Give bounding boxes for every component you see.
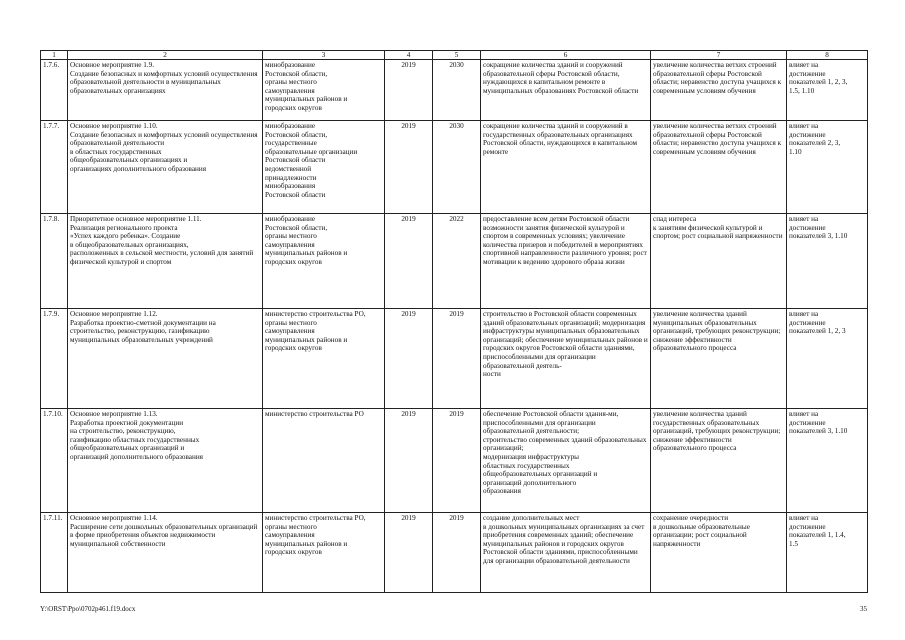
start-year-cell: 2019	[385, 409, 433, 513]
table-row	[41, 513, 868, 593]
result-cell: строительство в Ростовской области современных зданий образовательных организаций; модернизация инфраструктуры муниципальных образовательных организаций; обеспечение муниципальных районов и городских округов Ростовской области зданиями, приспособленными для организации образовательной деятель- ности	[481, 309, 651, 409]
measure-cell: Приоритетное основное мероприятие 1.11. Реализация регионального проекта «Успех каждого ребенка». Создание в общеобразовательных организациях, расположенных в сельской местности, условий для занятий физической культурой и спортом	[68, 214, 263, 309]
end-year-cell: 2030	[433, 60, 481, 121]
consequences-cell: увеличение количества ветхих строений образовательной сферы Ростовской области; неравенство доступа учащихся к современным условиям обучения	[651, 121, 787, 214]
start-year-cell: 2019	[385, 121, 433, 214]
indicators-cell: влияет на достижение показателей 1, 2, 3	[787, 309, 868, 409]
row-number: 1.7.11.	[41, 513, 68, 593]
row-number: 1.7.9.	[41, 309, 68, 409]
table-row	[41, 309, 868, 409]
consequences-cell: спад интереса к занятиям физической культурой и спортом; рост социальной напряженности	[651, 214, 787, 309]
start-year-cell: 2019	[385, 513, 433, 593]
indicators-cell: влияет на достижение показателей 2, 3, 1.10	[787, 121, 868, 214]
col-header-6: 6	[481, 51, 651, 60]
col-header-4: 4	[385, 51, 433, 60]
executor-cell: министерство строительства РО, органы местного самоуправления муниципальных районов и городских округов	[263, 309, 385, 409]
col-header-3: 3	[263, 51, 385, 60]
table-row	[41, 409, 868, 513]
result-cell: обеспечение Ростовской области здания-ми, приспособленными для организации образовательной деятельности; строительство современных зданий образовательных организаций; модернизация инфраструктуры областных государственных общеобразовательных организаций и организаций дополнительного образования	[481, 409, 651, 513]
indicators-cell: влияет на достижение показателей 1, 1.4, 1.5	[787, 513, 868, 593]
result-cell: сокращение количества зданий и сооружений образовательной сферы Ростовской области, нуждающихся в капитальном ремонте в муниципальных образованиях Ростовской области	[481, 60, 651, 121]
result-cell: создание дополнительных мест в дошкольных муниципальных организациях за счет приобретения современных зданий; обеспечение муниципальных районов и городских округов Ростовской области зданиями, приспособленными для организации образовательной деятельности	[481, 513, 651, 593]
start-year-cell: 2019	[385, 309, 433, 409]
page-number: 35	[860, 605, 867, 613]
start-year-cell: 2019	[385, 60, 433, 121]
table-row	[41, 121, 868, 214]
end-year-cell: 2019	[433, 309, 481, 409]
measure-cell: Основное мероприятие 1.13. Разработка проектной документации на строительство, реконструкцию, газификацию областных государственных общеобразовательных организаций и организаций дополнительного образования	[68, 409, 263, 513]
row-number: 1.7.8.	[41, 214, 68, 309]
measure-cell: Основное мероприятие 1.14. Расширение сети дошкольных образовательных организаций в форме приобретения объектов недвижимости муниципальной собственности	[68, 513, 263, 593]
measure-cell: Основное мероприятие 1.10. Создание безопасных и комфортных условий осуществления образовательной деятельности в областных государственных общеобразовательных организациях и организациях дополнительного образования	[68, 121, 263, 214]
indicators-cell: влияет на достижение показателей 3, 1.10	[787, 409, 868, 513]
header-row	[41, 51, 868, 60]
consequences-cell: увеличение количества зданий государственных образовательных организаций, требующих реконструкции; снижение эффективности образовательного процесса	[651, 409, 787, 513]
start-year-cell: 2019	[385, 214, 433, 309]
executor-cell: министерство строительства РО, органы местного самоуправления муниципальных районов и городских округов	[263, 513, 385, 593]
end-year-cell: 2019	[433, 513, 481, 593]
end-year-cell: 2030	[433, 121, 481, 214]
executor-cell: министерство строительства РО	[263, 409, 385, 513]
consequences-cell: увеличение количества зданий муниципальных образовательных организаций, требующих реконструкции; снижение эффективности образовательного процесса	[651, 309, 787, 409]
col-header-8: 8	[787, 51, 868, 60]
end-year-cell: 2019	[433, 409, 481, 513]
consequences-cell: сохранение очередности в дошкольные образовательные организации; рост социальной напряженности	[651, 513, 787, 593]
program-measures-table	[40, 50, 868, 593]
col-header-2: 2	[68, 51, 263, 60]
footer-file-path: Y:\ORST\Ppo\0702p461.f19.docx	[40, 605, 136, 613]
indicators-cell: влияет на достижение показателей 1, 2, 3, 1.5, 1.10	[787, 60, 868, 121]
table-row	[41, 60, 868, 121]
row-number: 1.7.7.	[41, 121, 68, 214]
executor-cell: минобразование Ростовской области, органы местного самоуправления муниципальных районов и городских округов	[263, 214, 385, 309]
col-header-5: 5	[433, 51, 481, 60]
table-row	[41, 214, 868, 309]
col-header-7: 7	[651, 51, 787, 60]
measure-cell: Основное мероприятие 1.12. Разработка проектно-сметной документации на строительство, реконструкцию, газификацию муниципальных образовательных учреждений	[68, 309, 263, 409]
row-number: 1.7.6.	[41, 60, 68, 121]
col-header-1: 1	[41, 51, 68, 60]
consequences-cell: увеличение количества ветхих строений образовательной сферы Ростовской области; неравенство доступа учащихся к современным условиям обучения	[651, 60, 787, 121]
measure-cell: Основное мероприятие 1.9. Создание безопасных и комфортных условий осуществления образовательной деятельности в муниципальных образовательных организациях	[68, 60, 263, 121]
executor-cell: минобразование Ростовской области, органы местного самоуправления муниципальных районов и городских округов	[263, 60, 385, 121]
indicators-cell: влияет на достижение показателей 3, 1.10	[787, 214, 868, 309]
end-year-cell: 2022	[433, 214, 481, 309]
row-number: 1.7.10.	[41, 409, 68, 513]
result-cell: сокращение количества зданий и сооружений в государственных образовательных организациях Ростовской области, нуждающихся в капитальном ремонте	[481, 121, 651, 214]
executor-cell: минобразование Ростовской области, государственные образовательные организации Ростовской области ведомственной принадлежности минобразования Ростовской области	[263, 121, 385, 214]
result-cell: предоставление всем детям Ростовской области возможности занятия физической культурой и спортом в современных условиях; увеличение количества призеров и победителей в мероприятиях спортивной направленности различного уровня; рост мотивации к ведению здорового образа жизни	[481, 214, 651, 309]
